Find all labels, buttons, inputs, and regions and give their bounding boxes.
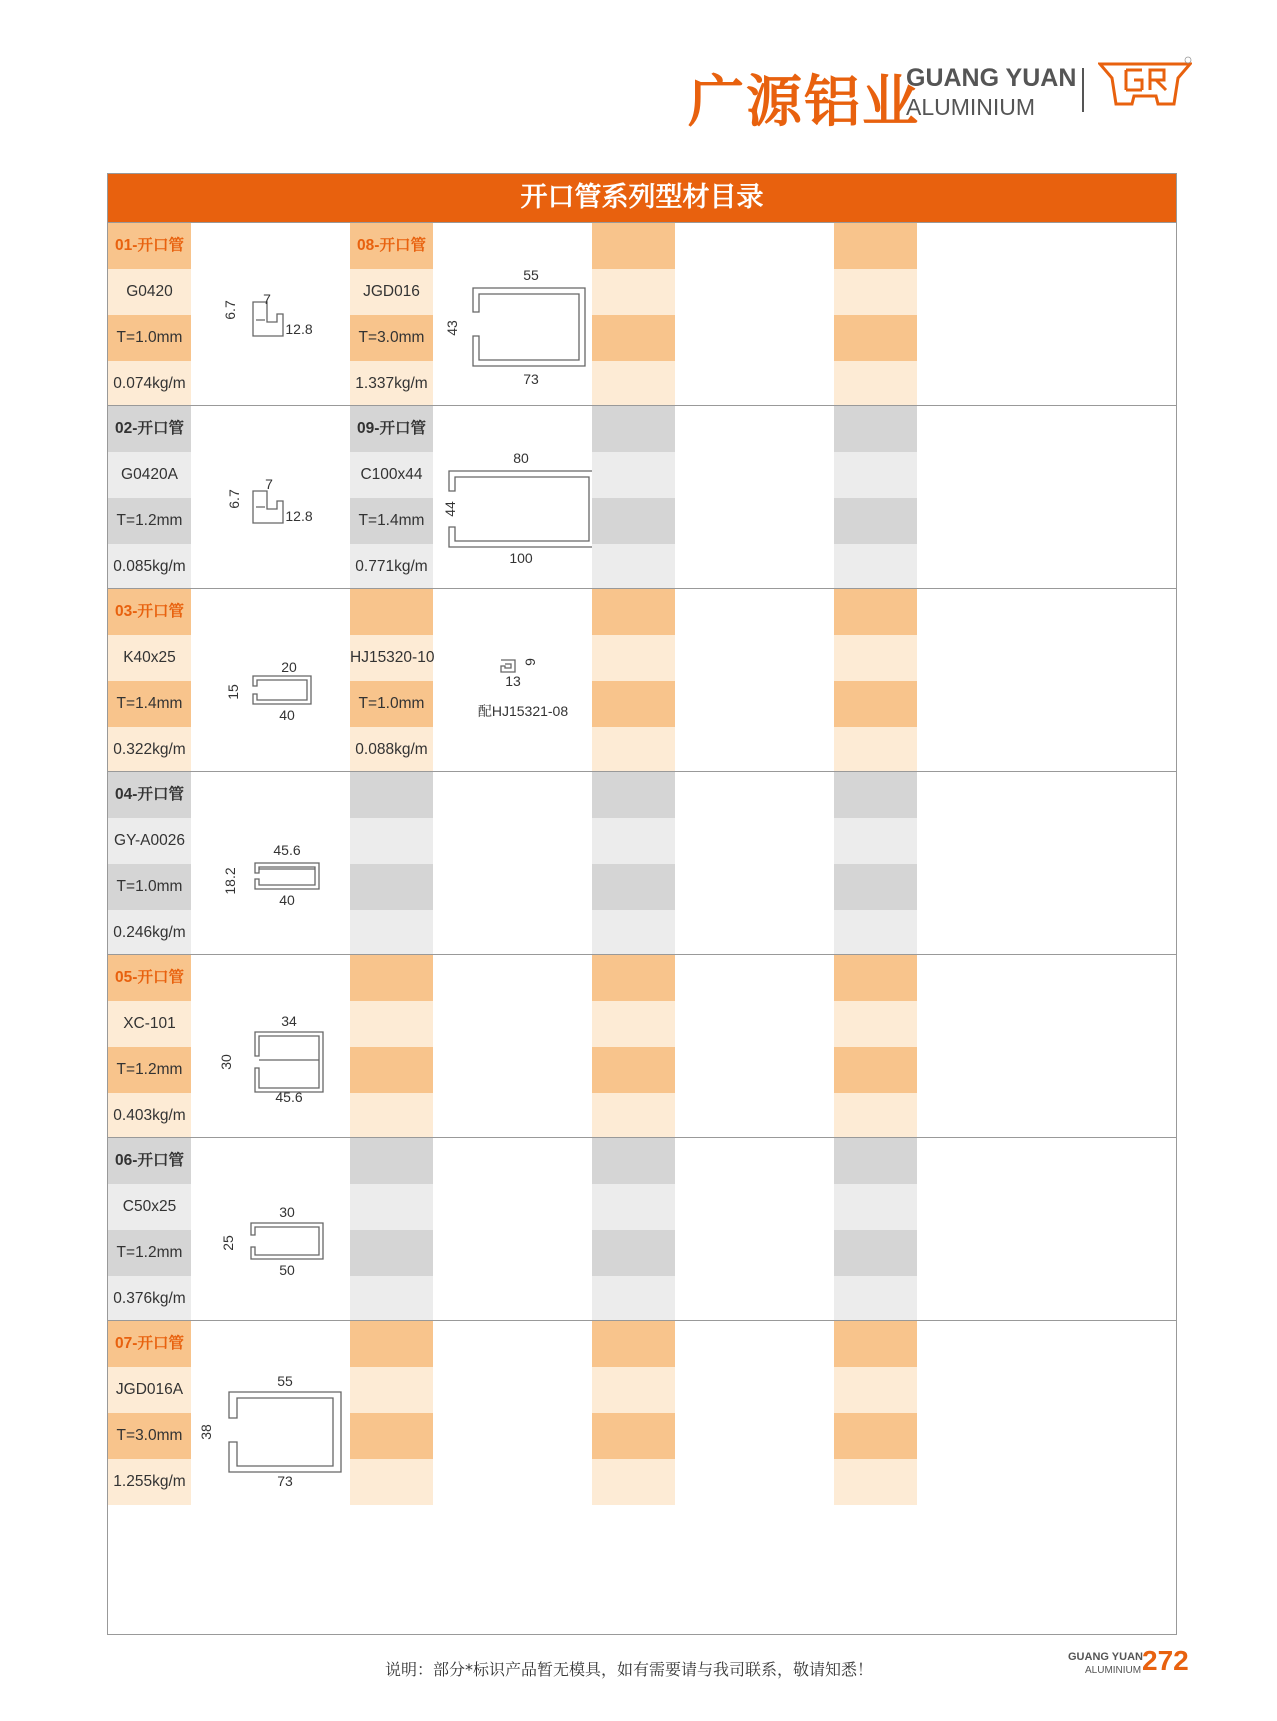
empty-label-slot bbox=[834, 818, 917, 864]
table-title: 开口管系列型材目录 bbox=[108, 174, 1176, 222]
product-cell bbox=[834, 223, 1101, 406]
empty-label-slot bbox=[350, 1276, 433, 1322]
table-row bbox=[108, 954, 1176, 1138]
empty-label-slot bbox=[834, 498, 917, 544]
dim-label: 80 bbox=[513, 450, 529, 466]
empty-label-slot bbox=[592, 498, 675, 544]
table-row bbox=[108, 771, 1176, 955]
product-weight: 1.255kg/m bbox=[108, 1459, 191, 1505]
empty-label-slot bbox=[592, 361, 675, 407]
product-thickness: T=1.4mm bbox=[350, 498, 433, 544]
profile-outline bbox=[501, 660, 515, 672]
product-weight: 0.085kg/m bbox=[108, 544, 191, 590]
profile-outline bbox=[251, 1223, 323, 1259]
empty-label-slot bbox=[834, 1093, 917, 1139]
dim-label: 50 bbox=[279, 1262, 295, 1278]
footer-brand-name: GUANG YUAN bbox=[1068, 1651, 1143, 1663]
dim-label: 40 bbox=[279, 892, 295, 908]
profile-outline bbox=[253, 302, 283, 336]
product-code: 04-开口管 bbox=[108, 772, 191, 818]
profile-outline bbox=[255, 863, 319, 889]
empty-label-slot bbox=[592, 544, 675, 590]
empty-label-slot bbox=[834, 1138, 917, 1184]
product-cell bbox=[108, 955, 375, 1138]
dim-label: 6.7 bbox=[226, 489, 242, 509]
empty-label-slot bbox=[592, 910, 675, 956]
dim-label: 38 bbox=[198, 1424, 214, 1440]
empty-label-slot bbox=[834, 1367, 917, 1413]
empty-label-slot bbox=[834, 589, 917, 635]
profile-drawing bbox=[193, 1138, 373, 1339]
product-cell bbox=[592, 223, 859, 406]
profile-drawing bbox=[193, 223, 373, 424]
empty-label-slot bbox=[592, 1047, 675, 1093]
product-weight: 0.376kg/m bbox=[108, 1276, 191, 1322]
empty-label-slot bbox=[834, 361, 917, 407]
empty-label-slot bbox=[834, 727, 917, 773]
empty-label-slot bbox=[592, 1276, 675, 1322]
dim-label: 34 bbox=[281, 1013, 297, 1029]
dim-label: 15 bbox=[225, 684, 241, 700]
profile-outline bbox=[473, 288, 585, 366]
dim-label: 43 bbox=[444, 320, 460, 336]
dim-label: 7 bbox=[265, 476, 273, 492]
product-cell bbox=[350, 1321, 617, 1504]
profile-note: 配HJ15321-08 bbox=[477, 703, 569, 719]
empty-label-slot bbox=[592, 589, 675, 635]
empty-label-slot bbox=[834, 1230, 917, 1276]
empty-label-slot bbox=[834, 635, 917, 681]
empty-label-slot bbox=[834, 1047, 917, 1093]
product-cell bbox=[350, 955, 617, 1138]
brand-subtitle-en: ALUMINIUM bbox=[906, 94, 1036, 120]
product-cell bbox=[834, 955, 1101, 1138]
empty-label-slot bbox=[350, 1184, 433, 1230]
product-cell bbox=[834, 1138, 1101, 1321]
product-model: GY-A0026 bbox=[108, 818, 191, 864]
empty-label-slot bbox=[592, 955, 675, 1001]
empty-label-slot bbox=[592, 1138, 675, 1184]
product-thickness: T=1.4mm bbox=[108, 681, 191, 727]
empty-label-slot bbox=[350, 1047, 433, 1093]
empty-label-slot bbox=[834, 681, 917, 727]
table-row bbox=[108, 405, 1176, 589]
product-cell bbox=[592, 1138, 859, 1321]
product-cell bbox=[350, 772, 617, 955]
empty-label-slot bbox=[350, 1367, 433, 1413]
product-cell bbox=[108, 1321, 375, 1504]
empty-label-slot bbox=[592, 635, 675, 681]
empty-label-slot bbox=[350, 1321, 433, 1367]
empty-label-slot bbox=[834, 452, 917, 498]
table-row bbox=[108, 222, 1176, 406]
product-model: C100x44 bbox=[350, 452, 433, 498]
empty-label-slot bbox=[592, 1321, 675, 1367]
empty-label-slot bbox=[592, 727, 675, 773]
product-cell bbox=[350, 406, 617, 589]
empty-label-slot bbox=[592, 1413, 675, 1459]
profile-drawing bbox=[435, 223, 615, 424]
profile-drawing bbox=[193, 589, 373, 790]
table-row bbox=[108, 588, 1176, 772]
dim-label: 40 bbox=[279, 707, 295, 723]
dim-label: 6.7 bbox=[222, 300, 238, 320]
product-cell bbox=[592, 589, 859, 772]
product-thickness: T=1.2mm bbox=[108, 498, 191, 544]
profile-drawing bbox=[435, 589, 615, 790]
product-thickness: T=1.2mm bbox=[108, 1230, 191, 1276]
empty-label-slot bbox=[350, 864, 433, 910]
dim-label: 13 bbox=[505, 673, 521, 689]
product-weight: 0.074kg/m bbox=[108, 361, 191, 407]
dim-label: 20 bbox=[281, 659, 297, 675]
dim-label: 45.6 bbox=[273, 842, 301, 858]
profile-drawing bbox=[193, 955, 373, 1156]
empty-label-slot bbox=[592, 406, 675, 452]
empty-label-slot bbox=[592, 452, 675, 498]
product-cell bbox=[592, 1321, 859, 1504]
product-model: XC-101 bbox=[108, 1001, 191, 1047]
profile-outline bbox=[229, 1392, 341, 1472]
dim-label: 45.6 bbox=[275, 1089, 303, 1105]
product-cell bbox=[834, 772, 1101, 955]
product-weight: 0.088kg/m bbox=[350, 727, 433, 773]
product-cell bbox=[108, 406, 375, 589]
empty-label-slot bbox=[834, 864, 917, 910]
dim-label: 73 bbox=[277, 1473, 293, 1489]
empty-label-slot bbox=[834, 406, 917, 452]
profile-drawing bbox=[193, 406, 373, 607]
product-thickness: T=3.0mm bbox=[350, 315, 433, 361]
product-cell bbox=[592, 406, 859, 589]
footer-note: 说明：部分*标识产品暂无模具，如有需要请与我司联系，敬请知悉！ bbox=[385, 1660, 874, 1679]
product-cell bbox=[108, 223, 375, 406]
product-model: G0420A bbox=[108, 452, 191, 498]
empty-label-slot bbox=[834, 544, 917, 590]
product-cell bbox=[108, 589, 375, 772]
product-code bbox=[350, 589, 433, 635]
product-code: 06-开口管 bbox=[108, 1138, 191, 1184]
empty-label-slot bbox=[592, 1230, 675, 1276]
dim-label: 25 bbox=[220, 1235, 236, 1251]
profile-outline bbox=[253, 491, 283, 523]
dim-label: 73 bbox=[523, 371, 539, 387]
profile-outline bbox=[255, 1032, 323, 1092]
empty-label-slot bbox=[834, 269, 917, 315]
table-row bbox=[108, 1137, 1176, 1321]
page-number: 272 bbox=[1142, 1645, 1189, 1676]
dim-label: 7 bbox=[263, 291, 271, 307]
empty-label-slot bbox=[350, 910, 433, 956]
empty-label-slot bbox=[592, 315, 675, 361]
empty-label-slot bbox=[592, 864, 675, 910]
empty-label-slot bbox=[834, 1184, 917, 1230]
footer-brand-subtitle: ALUMINIUM bbox=[1085, 1665, 1142, 1676]
product-code: 01-开口管 bbox=[108, 223, 191, 269]
brand-divider bbox=[1082, 68, 1084, 112]
dim-label: 55 bbox=[277, 1373, 293, 1389]
product-code: 09-开口管 bbox=[350, 406, 433, 452]
product-cell bbox=[592, 772, 859, 955]
empty-label-slot bbox=[350, 1413, 433, 1459]
profile-outline bbox=[253, 676, 311, 704]
empty-label-slot bbox=[834, 1001, 917, 1047]
product-cell bbox=[834, 589, 1101, 772]
dim-label: 100 bbox=[509, 550, 533, 566]
empty-label-slot bbox=[350, 1459, 433, 1505]
empty-label-slot bbox=[834, 772, 917, 818]
product-code: 05-开口管 bbox=[108, 955, 191, 1001]
product-cell bbox=[350, 1138, 617, 1321]
product-thickness: T=1.0mm bbox=[108, 864, 191, 910]
product-cell bbox=[834, 1321, 1101, 1504]
profile-drawing bbox=[193, 1321, 373, 1522]
product-weight: 0.771kg/m bbox=[350, 544, 433, 590]
empty-label-slot bbox=[592, 1001, 675, 1047]
empty-label-slot bbox=[834, 1459, 917, 1505]
product-thickness: T=1.0mm bbox=[350, 681, 433, 727]
profile-catalog-table bbox=[107, 173, 1177, 1635]
empty-label-slot bbox=[350, 1001, 433, 1047]
empty-label-slot bbox=[350, 955, 433, 1001]
empty-label-slot bbox=[350, 1138, 433, 1184]
empty-label-slot bbox=[592, 772, 675, 818]
product-model: K40x25 bbox=[108, 635, 191, 681]
product-weight: 0.403kg/m bbox=[108, 1093, 191, 1139]
empty-label-slot bbox=[834, 955, 917, 1001]
product-cell bbox=[108, 1138, 375, 1321]
product-cell bbox=[108, 772, 375, 955]
dim-label: 12.8 bbox=[285, 321, 313, 337]
empty-label-slot bbox=[592, 1184, 675, 1230]
product-cell bbox=[834, 406, 1101, 589]
empty-label-slot bbox=[834, 1413, 917, 1459]
dim-label: 12.8 bbox=[285, 508, 313, 524]
empty-label-slot bbox=[350, 772, 433, 818]
product-cell bbox=[350, 223, 617, 406]
product-model: JGD016 bbox=[350, 269, 433, 315]
product-cell bbox=[592, 955, 859, 1138]
empty-label-slot bbox=[350, 1230, 433, 1276]
dim-label: 9 bbox=[522, 658, 538, 666]
product-weight: 0.322kg/m bbox=[108, 727, 191, 773]
empty-label-slot bbox=[834, 1276, 917, 1322]
brand-name-en: GUANG YUAN bbox=[906, 64, 1077, 92]
product-code: 07-开口管 bbox=[108, 1321, 191, 1367]
product-code: 08-开口管 bbox=[350, 223, 433, 269]
empty-label-slot bbox=[592, 818, 675, 864]
dim-label: 55 bbox=[523, 267, 539, 283]
profile-outline bbox=[449, 471, 595, 547]
product-model: C50x25 bbox=[108, 1184, 191, 1230]
empty-label-slot bbox=[592, 223, 675, 269]
product-code: 03-开口管 bbox=[108, 589, 191, 635]
empty-label-slot bbox=[834, 223, 917, 269]
empty-label-slot bbox=[834, 910, 917, 956]
profile-drawing bbox=[435, 406, 615, 607]
product-thickness: T=1.2mm bbox=[108, 1047, 191, 1093]
dim-label: 18.2 bbox=[222, 867, 238, 895]
product-code: 02-开口管 bbox=[108, 406, 191, 452]
brand-name-cn: 广源铝业 bbox=[688, 70, 920, 135]
product-model: JGD016A bbox=[108, 1367, 191, 1413]
empty-label-slot bbox=[592, 1367, 675, 1413]
empty-label-slot bbox=[834, 315, 917, 361]
product-model: G0420 bbox=[108, 269, 191, 315]
empty-label-slot bbox=[834, 1321, 917, 1367]
table-row bbox=[108, 1320, 1176, 1504]
product-weight: 0.246kg/m bbox=[108, 910, 191, 956]
empty-label-slot bbox=[350, 1093, 433, 1139]
empty-label-slot bbox=[592, 1093, 675, 1139]
product-model: HJ15320-10 bbox=[350, 635, 433, 681]
product-thickness: T=1.0mm bbox=[108, 315, 191, 361]
empty-label-slot bbox=[592, 269, 675, 315]
product-weight: 1.337kg/m bbox=[350, 361, 433, 407]
brand-logo-icon bbox=[1098, 56, 1192, 116]
page-header bbox=[0, 0, 1277, 140]
dim-label: 30 bbox=[218, 1054, 234, 1070]
dim-label: 30 bbox=[279, 1204, 295, 1220]
empty-label-slot bbox=[350, 818, 433, 864]
empty-label-slot bbox=[592, 681, 675, 727]
empty-label-slot bbox=[592, 1459, 675, 1505]
product-thickness: T=3.0mm bbox=[108, 1413, 191, 1459]
product-cell bbox=[350, 589, 617, 772]
profile-drawing bbox=[193, 772, 373, 973]
dim-label: 44 bbox=[442, 501, 458, 517]
